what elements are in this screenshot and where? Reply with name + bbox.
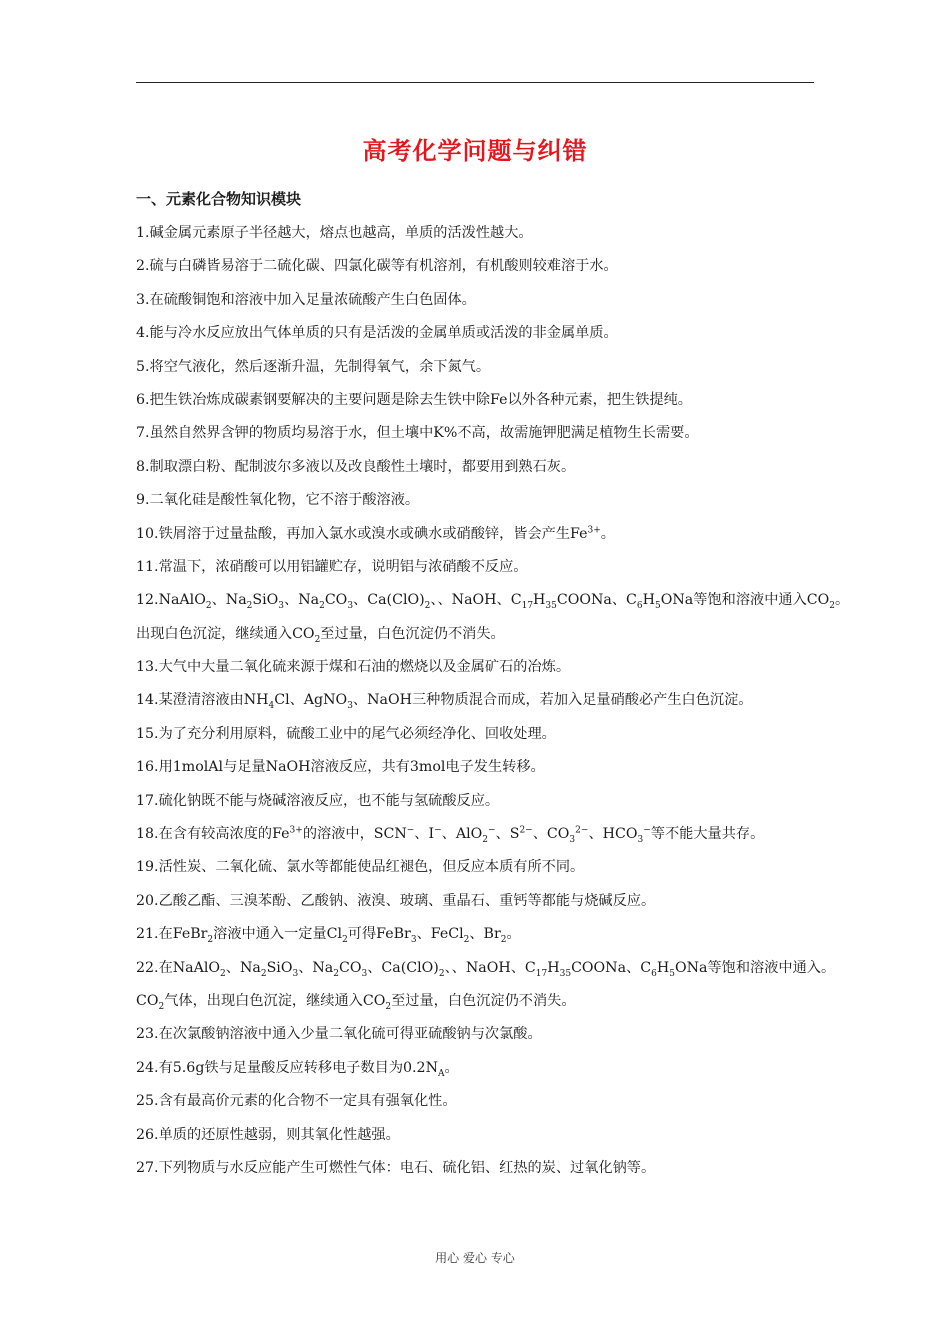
list-item: 出现白色沉淀，继续通入$CO_2$至过量，白色沉淀仍不消失。 xyxy=(136,625,505,645)
list-item: 10.铁屑溶于过量盐酸，再加入氯水或溴水或碘水或硝酸锌，皆会产生$Fe^{3+}$。 xyxy=(136,524,615,542)
list-item: 14.某澄清溶液由$NH_4Cl$、AgNO$_3$、NaOH三种物质混合而成，若加入足量硝酸必产生白色沉淀。 xyxy=(136,692,753,712)
list-item: 22.在NaAlO$_2$、$Na_2SiO_3$、$Na_2CO_3$、$Ca(ClO)_2$、、NaOH、$C_{17}H_{35}COONa$、$C_6H_5ONa$等饱和溶液中通入。 xyxy=(136,959,836,979)
list-item: 6.把生铁冶炼成碳素钢要解决的主要问题是除去生铁中除Fe以外各种元素，把生铁提纯。 xyxy=(136,391,692,408)
list-item: 8.制取漂白粉、配制波尔多液以及改良酸性土壤时，都要用到熟石灰。 xyxy=(136,458,576,475)
item-list xyxy=(136,222,850,1190)
header-rule xyxy=(136,82,814,83)
list-item: 15.为了充分利用原料，硫酸工业中的尾气必须经净化、回收处理。 xyxy=(136,725,556,742)
list-item: 20.乙酸乙酯、三溴苯酚、乙酸钠、液溴、玻璃、重晶石、重钙等都能与烧碱反应。 xyxy=(136,892,656,909)
list-item: 12.NaAlO$_2$、$Na_2SiO_3$、$Na_2CO_3$、$Ca(ClO)_2$、、NaOH、$C_{17}H_{35}COONa$、$C_6H_5ONa$等饱和溶液中通入$CO_2$。 xyxy=(136,592,850,612)
list-item: 26.单质的还原性越弱，则其氧化性越强。 xyxy=(136,1126,400,1143)
list-item: 1.碱金属元素原子半径越大，熔点也越高，单质的活泼性越大。 xyxy=(136,225,533,241)
list-item: 27.下列物质与水反应能产生可燃性气体：电石、硫化铝、红热的炭、过氧化钠等。 xyxy=(136,1159,656,1176)
list-item: 9.二氧化硅是酸性氧化物，它不溶于酸溶液。 xyxy=(136,492,420,509)
list-item: 16.用1molAl与足量NaOH溶液反应，共有3mol电子发生转移。 xyxy=(136,759,545,776)
list-item: 11.常温下，浓硝酸可以用铝罐贮存，说明铝与浓硝酸不反应。 xyxy=(136,558,528,575)
list-item: 21.在FeBr$_2$溶液中通入一定量$Cl_2$可得FeBr$_3$、FeCl$_2$、$Br_2$。 xyxy=(136,926,521,946)
list-item: 7.虽然自然界含钾的物质均易溶于水，但土壤中K%不高，故需施钾肥满足植物生长需要。 xyxy=(136,425,699,442)
list-item: 4.能与冷水反应放出气体单质的只有是活泼的金属单质或活泼的非金属单质。 xyxy=(136,325,618,342)
list-item: 19.活性炭、二氧化硫、氯水等都能使品红褪色，但反应本质有所不同。 xyxy=(136,859,585,876)
list-item: 5.将空气液化，然后逐渐升温，先制得氧气，余下氮气。 xyxy=(136,358,491,375)
list-item: 25.含有最高价元素的化合物不一定具有强氧化性。 xyxy=(136,1093,457,1110)
list-item: 17.硫化钠既不能与烧碱溶液反应，也不能与氢硫酸反应。 xyxy=(136,792,500,809)
section-heading: 一、元素化合物知识模块 xyxy=(136,190,302,208)
list-item: 2.硫与白磷皆易溶于二硫化碳、四氯化碳等有机溶剂，有机酸则较难溶于水。 xyxy=(136,258,618,275)
list-item: 24.有5.6g铁与足量酸反应转移电子数目为$0.2N_A$。 xyxy=(136,1059,459,1079)
list-item: 3.在硫酸铜饱和溶液中加入足量浓硫酸产生白色固体。 xyxy=(136,291,476,308)
list-item: 23.在次氯酸钠溶液中通入少量二氧化硫可得亚硫酸钠与次氯酸。 xyxy=(136,1026,542,1043)
list-item: $CO_2$气体，出现白色沉淀，继续通入$CO_2$至过量，白色沉淀仍不消失。 xyxy=(136,992,576,1012)
page-title: 高考化学问题与纠错 xyxy=(362,137,588,165)
page-footer: 用心 爱心 专心 xyxy=(435,1251,515,1265)
list-item: 13.大气中大量二氧化硫来源于煤和石油的燃烧以及金属矿石的冶炼。 xyxy=(136,659,571,676)
list-item: 18.在含有较高浓度的$Fe^{3+}$的溶液中，SCN−、I−、AlO$_2$−、$S^{2-}$、$CO_3^{2-}$、$HCO_3^-$等不能大量共存。 xyxy=(136,825,765,845)
